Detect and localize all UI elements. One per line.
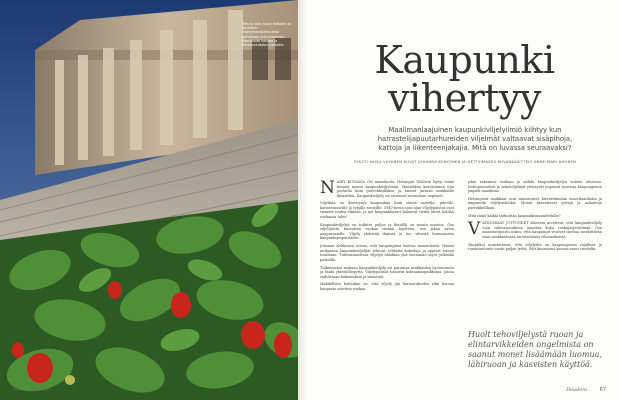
running-head-left: Deadeni: [31, 387, 52, 393]
body-paragraph: VATKUMMAT JUTTUNEET aiheesta arvelevat, että kaupunkiviljely voisi tulevaisuudessa muuttaa koko ruokajärjestelmää. Osa asiantuntijoista uskoo, että kaupungit voisivat tuottaa merkittävän osan asukkaidensa tarvitsemista vihanneksista.: [468, 219, 602, 240]
body-paragraph: Kaupunkiviljelyä on tutkittu paljon ja ilmiöllä on monta muotoa. Osa viljelijöistä kasvattaa ruokaa omaan käyttöön, osa jakaa satoa naapurustolle. Viljely yhdistää ihmisiä ja tuo vihreää harmaaseen kaupunkiympäristöön.: [320, 222, 454, 241]
article-lead: Maailmanlaajuinen kaupunkiviljelyilmiö kiihtyy kun harrastelijapuutarhureiden viljelmät valtaavat sisäpihoja, kattoja ja liikenteenjakajia. Mitä on luvassa seuraavaksi?: [377, 126, 573, 152]
drop-cap: V: [468, 219, 481, 240]
body-column-1: [320, 180, 454, 295]
body-paragraph: Helsingissä asukkaat ovat innostuneet kierrättämään muovilaatikoita ja ämpäreitä viljelyastioiksi. Monet kasvattavat yrttejä ja salaatteja parvekkeillaan.: [468, 196, 602, 210]
body-paragraph: Viljelmiä on ilmestynyt kaupunkiin kuin sieniä sateella: pihoille, kattoterasseille ja tyhjille tonteille. 1940-luvun sota-ajan viljelypalstat ovat saaneet uuden elämän, ja nyt kaupunkilaiset haluavat tietää mistä heidän ruokansa tulee.: [320, 201, 454, 220]
running-head-right: Deadeni: [566, 387, 587, 393]
body-paragraph: ydän rakennus voidaan jo nähdä kaupunkiviljelyn uutena alustana. Kattopuutarhat ja seinäviljelmät yleistyvät nopeasti suurissa kaupungeissa ympäri maailmaa.: [468, 180, 602, 194]
article-title-line-2: vihertyy: [388, 76, 541, 120]
body-paragraph: Mahdollista kuitenkin on, että viljely jää harrastukseksi eikä korvaa kaupasta ostettua ruokaa.: [320, 282, 454, 291]
body-paragraph: Tutkimusten mukaan kaupunkiviljely voi parantaa asukkaiden hyvinvointia ja lisätä yhteisöllisyyttä. Viljelypalstat toimivat kohtaamispaikkoina, joissa vaihdetaan kokemuksia ja siemeniä.: [320, 265, 454, 279]
page-gutter: [298, 0, 310, 400]
body-paragraph: Johanna Kekkonen toteaa, että kaupungissa kasvaa monenlaista. Hänen mukaansa kaupunkiviljelijät tekevät rohkeita kokeiluja ja oppivat toinen toisiltaan. Tulevaisuudessa viljelyä nähdään yhä enemmän myös julkisilla paikoilla.: [320, 244, 454, 262]
article-credits: TEKSTI KAISA VUYANEN KUVAT JOHANNA KEKKONEN JA GETTYIMAGES KUVANKÄSITTELY ANNE-MARI AHONEN: [353, 160, 577, 164]
photo-illustration: [0, 0, 298, 400]
photo-caption: Ylös ja ulos: talon kattojen ja terassien viljelymahdollisuuksia pohditaan yhä enemmän. Mansikoita kasvaa jo Eduskuntatalon portailla.: [242, 22, 291, 48]
article-title-line-1: Kaupunki: [374, 38, 555, 82]
page-number-right: 67: [599, 387, 606, 393]
body-paragraph: Mitä tämä kaikki tarkoittaa kaupunkisuunnittelulle?: [468, 213, 561, 218]
body-column-2: [468, 180, 602, 255]
body-paragraph: Skeptikot muistuttavat, että viljelytila on kaupungeissa rajallista ja ruuantuotanto vaatii paljon työtä. Silti kiinnostus kasvaa vuosi vuodelta.: [468, 242, 602, 252]
drop-cap: N: [320, 178, 335, 198]
page-number-left: 66: [13, 387, 20, 393]
body-paragraph: NÄIKY KUVASSA ON mansikoita, Helsingin Töölöstä löytyi viime kesänä monta kaupunkiviljelmää. Mansikkaa kasvatetaan niin portailla kuin parvekkeillakin, ja taimet jaetaan asukkaille ilmaiseksi. Kaupunkiviljely on nostanut suosiotaan nopeasti.: [320, 178, 454, 198]
photograph-parliament-strawberries: [0, 0, 298, 400]
pull-quote: Huolt tehoviljelystä ruoan ja elintarvikkeiden ongelmista on saanut monet lisäämään luomua, lähiruoan ja kasvisten käyttöä.: [468, 330, 602, 369]
right-page: [310, 0, 619, 400]
